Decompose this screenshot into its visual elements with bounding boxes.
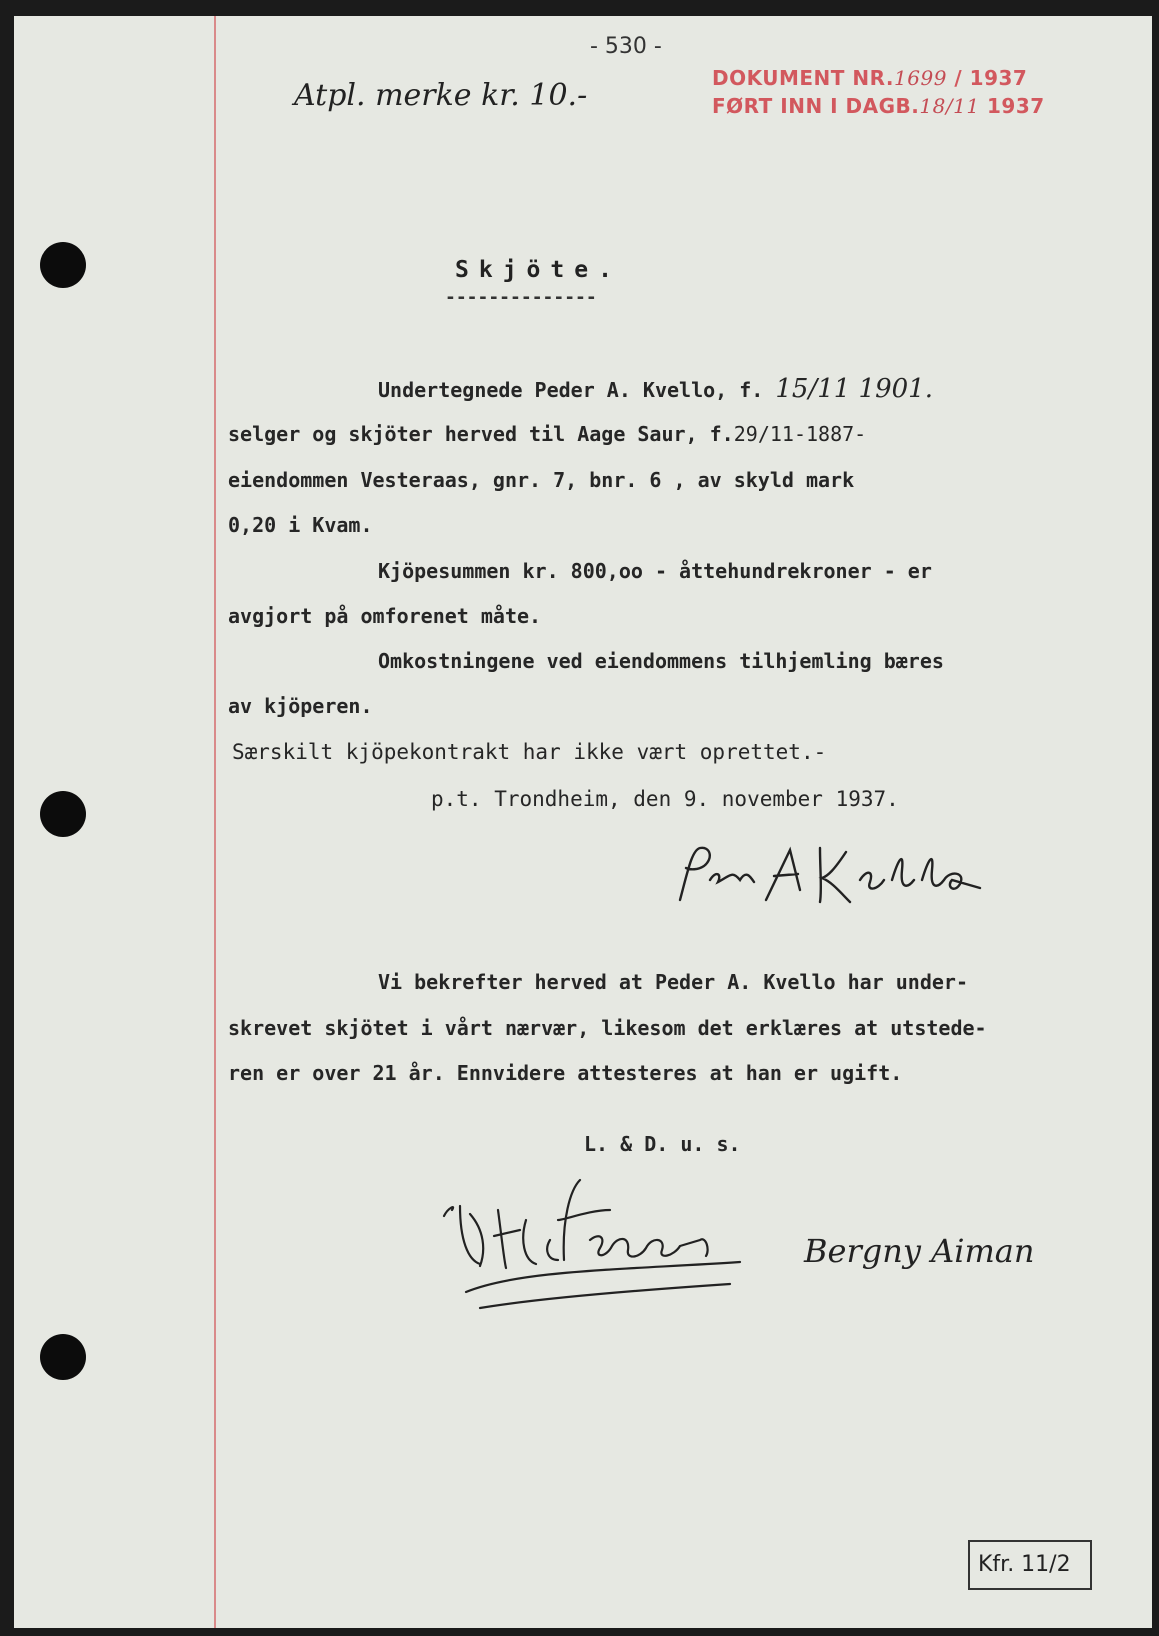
stamp-entry-label: FØRT INN I DAGB.: [712, 94, 920, 118]
registration-stamp-line1: [712, 66, 1027, 90]
margin-rule: [214, 16, 216, 1628]
body-line-9: Særskilt kjöpekontrakt har ikke vært oprettet.-: [232, 740, 827, 764]
registration-stamp-line2: [712, 94, 1045, 118]
body-line-4: 0,20 i Kvam.: [228, 513, 373, 537]
body-line-6: avgjort på omforenet måte.: [228, 604, 542, 628]
body-line-5: Kjöpesummen kr. 800,oo - åttehundrekroner - er: [378, 559, 932, 583]
cross-reference-box: Kfr. 11/2: [968, 1540, 1092, 1590]
witness-signature-2: Bergny Aiman: [804, 1232, 1035, 1270]
punch-hole: [40, 242, 86, 288]
witness-initials: L. & D. u. s.: [584, 1132, 741, 1156]
body-line-8: av kjöperen.: [228, 694, 373, 718]
stamp-duty-note: Atpl. merke kr. 10.-: [294, 78, 588, 113]
seller-signature: [670, 840, 1000, 920]
stamp-doc-number: 1699: [894, 66, 947, 90]
title-underline: --------------: [445, 287, 597, 308]
body-line-2: [228, 422, 866, 446]
page-number: - 530 -: [590, 34, 662, 59]
seller-birthdate: 15/11 1901.: [775, 374, 933, 404]
witness-line-1: Vi bekrefter herved at Peder A. Kvello har under-: [378, 970, 969, 994]
body-line-7: Omkostningene ved eiendommens tilhjemling bæres: [378, 649, 944, 673]
buyer-birthdate: 29/11-1887-: [733, 422, 867, 446]
punch-hole: [40, 1334, 86, 1380]
document-title: Skjöte.: [455, 257, 622, 283]
stamp-doc-year: / 1937: [954, 66, 1028, 90]
place-date-line: p.t. Trondheim, den 9. november 1937.: [431, 787, 899, 811]
buyer-intro: selger og skjöter herved til Aage Saur, f.: [228, 422, 734, 446]
body-line-1: [378, 374, 933, 404]
witness-signature-1: [440, 1180, 750, 1320]
stamp-entry-date: 18/11: [919, 94, 980, 118]
witness-line-2: skrevet skjötet i vårt nærvær, likesom det erklæres at utstede-: [228, 1016, 987, 1040]
witness-line-3: ren er over 21 år. Ennvidere attesteres at han er ugift.: [228, 1061, 903, 1085]
stamp-doc-label: DOKUMENT NR.: [712, 66, 895, 90]
seller-intro: Undertegnede Peder A. Kvello, f.: [378, 378, 764, 402]
punch-hole: [40, 791, 86, 837]
stamp-entry-year: 1937: [987, 94, 1045, 118]
body-line-3: eiendommen Vesteraas, gnr. 7, bnr. 6 , av skyld mark: [228, 468, 855, 492]
